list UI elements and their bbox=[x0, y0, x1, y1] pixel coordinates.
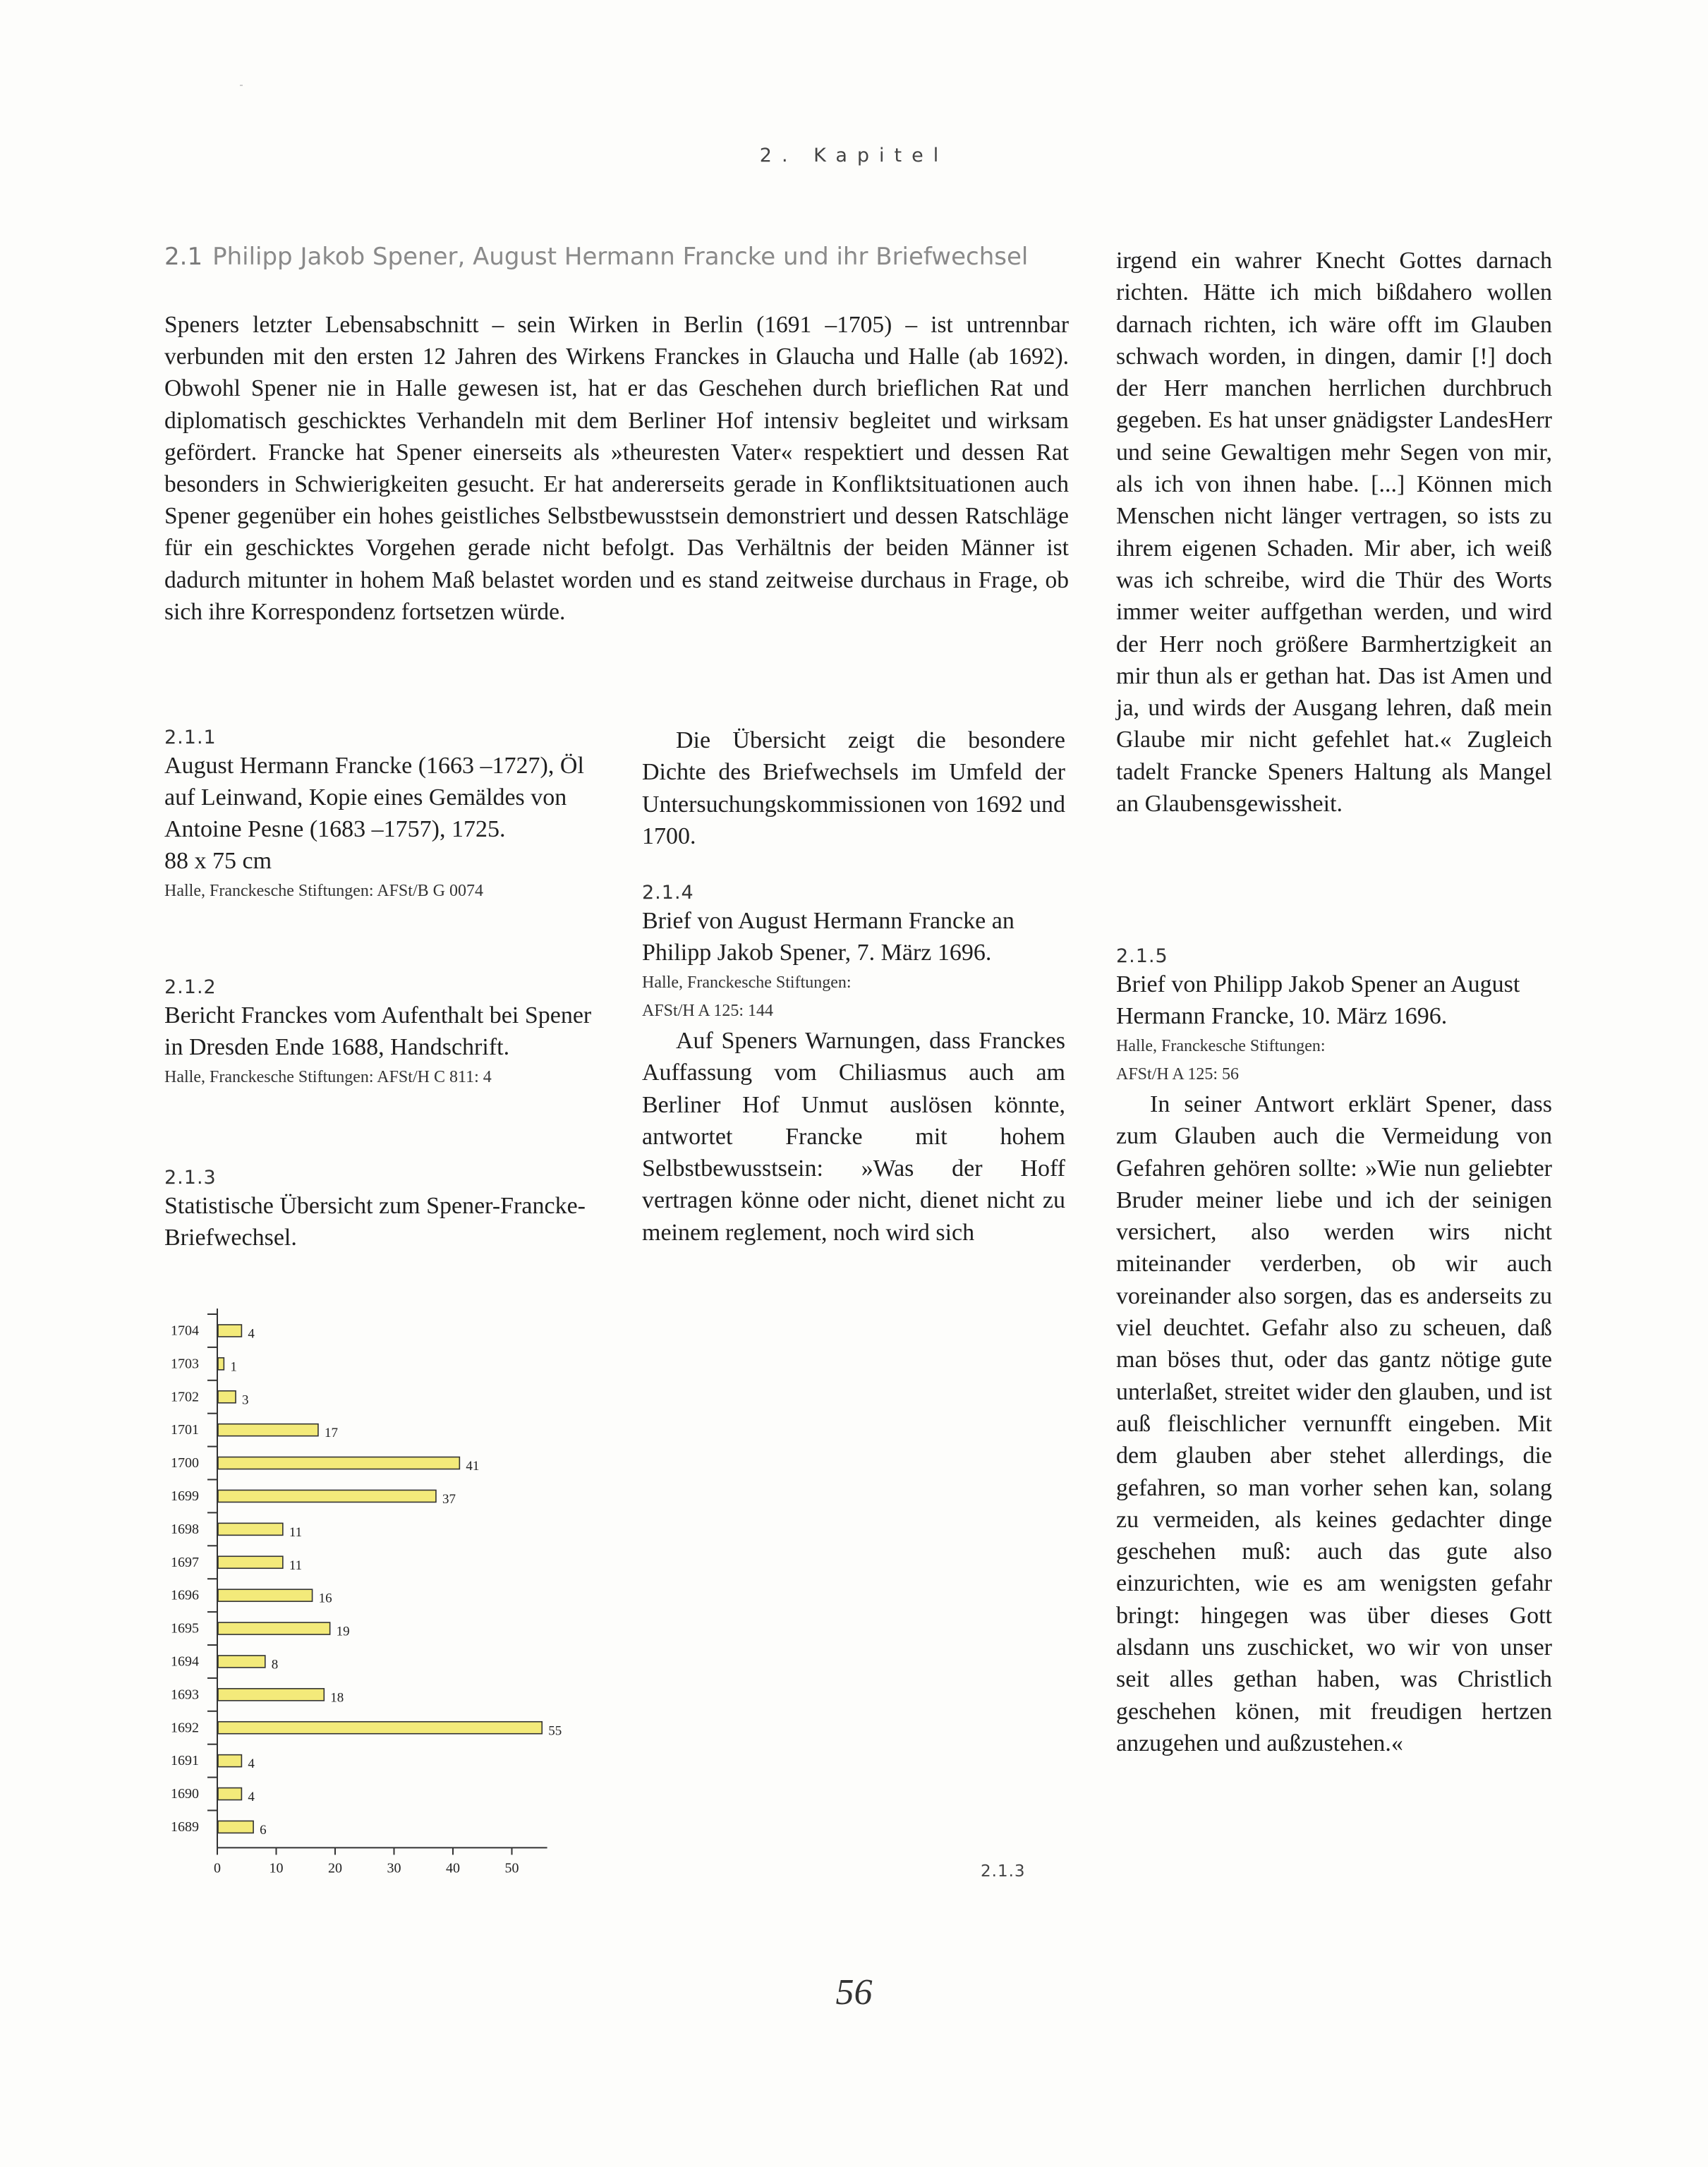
entry-location: Halle, Franckesche Stiftungen: AFSt/B G 0074 bbox=[164, 882, 483, 900]
page-number: 56 bbox=[835, 1972, 873, 2013]
entry-number: 2.1.2 bbox=[164, 976, 217, 998]
y-tick-label: 1695 bbox=[171, 1620, 199, 1637]
entry-location-line2: AFSt/H A 125: 56 bbox=[1116, 1065, 1240, 1084]
data-label-1690: 4 bbox=[248, 1790, 255, 1805]
entry-title: August Hermann Francke (1663 –1727), Öl auf Leinwand, Kopie eines Gemäldes von Antoine Pesne (1683 –1757), 1725. bbox=[164, 753, 584, 842]
bar-1701 bbox=[218, 1424, 318, 1436]
bar-1690 bbox=[218, 1788, 241, 1800]
y-tick-label: 1702 bbox=[171, 1389, 199, 1405]
data-label-1694: 8 bbox=[271, 1657, 279, 1673]
y-tick-label: 1704 bbox=[171, 1323, 199, 1339]
entry-number: 2.1.3 bbox=[164, 1167, 217, 1189]
entry-2-1-5 bbox=[1116, 945, 1552, 1759]
bar-1703 bbox=[218, 1358, 224, 1370]
x-tick-label: 20 bbox=[328, 1860, 342, 1876]
bar-1689 bbox=[218, 1821, 253, 1833]
bar-1691 bbox=[218, 1755, 241, 1767]
entry-location-line2: AFSt/H A 125: 144 bbox=[642, 1002, 774, 1020]
data-label-1702: 3 bbox=[242, 1392, 249, 1408]
section-number: 2.1 bbox=[164, 243, 203, 271]
entry-2-1-4 bbox=[642, 882, 1065, 1249]
entry-location-line1: Halle, Franckesche Stiftungen: bbox=[1116, 1037, 1326, 1055]
data-label-1701: 17 bbox=[324, 1426, 338, 1441]
quote-continuation bbox=[1116, 245, 1552, 820]
entry-title: Bericht Franckes vom Aufenthalt bei Spener in Dresden Ende 1688, Handschrift. bbox=[164, 1002, 592, 1060]
data-label-1703: 1 bbox=[230, 1359, 237, 1375]
y-tick-label: 1703 bbox=[171, 1356, 199, 1372]
data-label-1689: 6 bbox=[260, 1822, 267, 1838]
figure-label: 2.1.3 bbox=[981, 1862, 1026, 1881]
bar-1694 bbox=[218, 1656, 265, 1668]
bar-1696 bbox=[218, 1589, 313, 1601]
data-label-1696: 16 bbox=[318, 1591, 332, 1606]
y-tick-label: 1700 bbox=[171, 1455, 199, 1471]
scan-speck bbox=[240, 85, 243, 86]
y-tick-label: 1696 bbox=[171, 1587, 199, 1603]
bar-1702 bbox=[218, 1391, 236, 1403]
x-tick-label: 0 bbox=[214, 1860, 221, 1876]
running-head: 2. Kapitel bbox=[759, 145, 949, 166]
x-tick-label: 50 bbox=[504, 1860, 519, 1876]
data-label-1697: 11 bbox=[289, 1558, 303, 1573]
intro-paragraph: Speners letzter Lebensabschnitt – sein Wirken in Berlin (1691 –1705) – ist untrennbar verbunden mit den ersten 12 Jahren des Wirkens Franckes in Glaucha und Halle (ab 1692). Obwohl Spener nie in Halle gewesen ist, hat er das Geschehen durch brieflichen Rat und diplomatisch geschicktes Verhandeln mit dem Berliner Hof intensiv begleitet und wirksam gefördert. Francke hat Spener einerseits als »theuresten Vater« respektiert und dessen Rat besonders in Schwierigkeiten gesucht. Er hat andererseits gerade in Konfliktsituationen auch Spener gegenüber ein hohes geistliches Selbstbewusstsein demonstriert und dessen Ratschläge für ein geschicktes Vorgehen gerade nicht befolgt. Das Verhältnis der beiden Männer ist dadurch mitunter in hohem Maß belastet worden und es stand zeitweise durchaus in Frage, ob sich ihre Korrespondenz fortsetzen würde. bbox=[164, 312, 1069, 625]
bar-1700 bbox=[218, 1457, 459, 1469]
data-label-1698: 11 bbox=[289, 1524, 303, 1540]
data-label-1693: 18 bbox=[330, 1690, 344, 1706]
y-tick-label: 1691 bbox=[171, 1753, 199, 1769]
entry-body: In seiner Antwort erklärt Spener, dass zum Glauben auch die Vermeidung von Gefahren gehören sollte: »Wie nun geliebter Bruder meiner liebe und ich der seinigen versichert, also werden wirs nicht miteinander verderben, ob wir auch voreinander also sorgen, das es anderseits zu viel deuchtet. Gefahr also zu scheuen, daß man böses thut, oder das gantz nötige gute unterlaßet, streitet wider den glauben, und ist auß fleischlicher vernunfft eingeben. Mit dem glauben aber stehet allerdings, die gefahren, so man vorher sehen kan, solang zu vermeiden, als keines gedachter dinge geschehen muß: auch das gute also einzurichten, wie es am wenigsten gefahr bringt: hingegen was über dieses Gott alsdann uns zuschicket, wo wir von unser seit alles gethan haben, was Christlich geschehen könen, mit freudigen hertzen anzugehen und außzustehen.« bbox=[1116, 1091, 1552, 1756]
entry-2-1-1 bbox=[164, 727, 616, 905]
continuation-text: irgend ein wahrer Knecht Gottes darnach richten. Hätte ich mich bißdahero wollen darnach richten, ich wäre offt im Glauben schwach worden, in dingen, damir [!] doch der Herr manchen herrlichen durchbruch gegeben. Es hat unser gnädigster LandesHerr und seine Gewaltigen mehr Segen von mir, als ich von ihnen habe. [...] Können mich Menschen nicht länger vertragen, so ists zu ihrem eigenen Schaden. Mir aber, ich weiß was ich schreibe, wird die Thür des Worts immer weiter auffgethan werden, und wird der Herr noch größere Barmhertzigkeit an mir thun als er gethan hat. Das ist Amen und ja, und wirds der Ausgang lehren, daß mein Glaube mir nicht gefehlet hat.« Zugleich tadelt Francke Speners Haltung als Mangel an Glaubensgewissheit. bbox=[1116, 248, 1552, 818]
entry-body: Auf Speners Warnungen, dass Franckes Auffassung vom Chiliasmus auch am Berliner Hof Unmut auslösen könnte, antwortet Francke mit hohem Selbstbewusstsein: »Was der Hoff vertragen könne oder nicht, dienet nicht zu meinem reglement, noch wird sich bbox=[642, 1028, 1065, 1246]
entry-title: Brief von August Hermann Francke an Philipp Jakob Spener, 7. März 1696. bbox=[642, 908, 1014, 966]
overview-note bbox=[642, 724, 1065, 852]
overview-text: Die Übersicht zeigt die besondere Dichte des Briefwechsels im Umfeld der Untersuchungskommissionen von 1692 und 1700. bbox=[642, 727, 1065, 849]
bar-1693 bbox=[218, 1689, 324, 1701]
y-tick-label: 1692 bbox=[171, 1720, 199, 1736]
bar-1692 bbox=[218, 1722, 542, 1734]
entry-number: 2.1.5 bbox=[1116, 945, 1168, 967]
data-label-1700: 41 bbox=[466, 1459, 480, 1474]
data-label-1692: 55 bbox=[548, 1723, 562, 1739]
data-label-1704: 4 bbox=[248, 1326, 255, 1342]
bar-1698 bbox=[218, 1523, 283, 1535]
entry-size: 88 x 75 cm bbox=[164, 848, 272, 874]
bar-1699 bbox=[218, 1490, 436, 1502]
y-tick-label: 1689 bbox=[171, 1819, 199, 1835]
bar-1704 bbox=[218, 1325, 241, 1337]
bar-1697 bbox=[218, 1556, 283, 1568]
x-tick-label: 40 bbox=[446, 1860, 460, 1876]
y-tick-label: 1698 bbox=[171, 1521, 199, 1537]
section-heading bbox=[164, 243, 1082, 271]
y-tick-label: 1694 bbox=[171, 1653, 199, 1670]
y-tick-label: 1693 bbox=[171, 1687, 199, 1703]
entry-title: Statistische Übersicht zum Spener-Francke-Briefwechsel. bbox=[164, 1193, 586, 1251]
letters-bar-chart bbox=[152, 1301, 900, 1887]
entry-location: Halle, Franckesche Stiftungen: AFSt/H C 811: 4 bbox=[164, 1068, 492, 1086]
entry-location-line1: Halle, Franckesche Stiftungen: bbox=[642, 973, 852, 992]
y-tick-label: 1701 bbox=[171, 1422, 199, 1438]
section-title: Philipp Jakob Spener, August Hermann Francke und ihr Briefwechsel bbox=[212, 243, 1029, 271]
data-label-1691: 4 bbox=[248, 1756, 255, 1772]
bar-1695 bbox=[218, 1622, 330, 1634]
entry-title: Brief von Philipp Jakob Spener an August Hermann Francke, 10. März 1696. bbox=[1116, 971, 1520, 1029]
data-label-1699: 37 bbox=[442, 1491, 456, 1507]
entry-number: 2.1.4 bbox=[642, 882, 694, 904]
entry-2-1-2 bbox=[164, 976, 616, 1091]
x-tick-label: 30 bbox=[387, 1860, 401, 1876]
entry-number: 2.1.1 bbox=[164, 727, 217, 748]
y-tick-label: 1690 bbox=[171, 1786, 199, 1802]
entry-2-1-3 bbox=[164, 1167, 616, 1254]
y-tick-label: 1699 bbox=[171, 1488, 199, 1504]
data-label-1695: 19 bbox=[336, 1624, 350, 1639]
x-tick-label: 10 bbox=[269, 1860, 284, 1876]
y-tick-label: 1697 bbox=[171, 1554, 199, 1570]
